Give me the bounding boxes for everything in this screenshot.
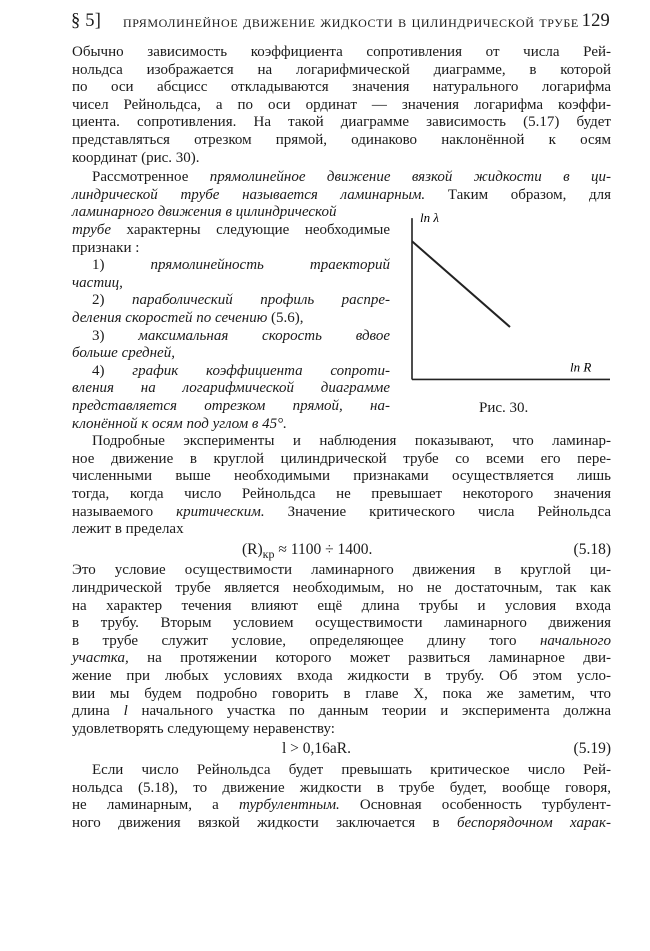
- list-item-1: частиц,: [72, 274, 123, 291]
- equation-number: (5.19): [573, 740, 611, 758]
- section-number: § 5]: [71, 11, 102, 31]
- paragraph-4-line: в трубе служит условие, определяющее длину того начального: [72, 632, 611, 649]
- paragraph-1-line: циента. сопротивления. На такой диаграмме зависимость (5.17) будет: [72, 114, 611, 131]
- paragraph-1-line: нольдса изображается на логарифмической диаграмме, в которой: [72, 61, 611, 78]
- paragraph-3-line: называемого критическим. Значение критического числа Рейнольдса: [72, 503, 611, 520]
- paragraph-2-line: признаки :: [72, 239, 140, 256]
- paragraph-1-line: чисел Рейнольдса, а по оси ординат — значения логарифма коэффи-: [72, 96, 611, 113]
- list-item-3: больше средней,: [72, 345, 175, 362]
- paragraph-2-line: Рассмотренное прямолинейное движение вязкой жидкости в ци-: [92, 169, 612, 186]
- paragraph-4-line: Это условие осуществимости ламинарного движения в круглой ци-: [72, 562, 611, 579]
- paragraph-4-line: в трубу. Вторым условием осуществимости ламинарного движения: [72, 615, 611, 632]
- paragraph-3-line: тогда, когда число Рейнольдса не превышает некоторого значения: [72, 486, 611, 502]
- paragraph-4-line: на характер течения влияют ещё длина трубы и условия входа: [72, 597, 611, 614]
- y-axis-label: ln λ: [420, 210, 439, 226]
- paragraph-2-line: ламинарного движения в цилиндрической: [72, 204, 337, 221]
- paragraph-1-line: по оси абсцисс откладываются значения натурального логарифма: [72, 79, 611, 96]
- paragraph-3-line: ное движение в круглой цилиндрической трубе со всеми его пере-: [72, 450, 611, 467]
- paragraph-5-line: не ламинарным, а турбулентным. Основная особенность турбулент-: [72, 797, 611, 814]
- paragraph-1-line: представляться отрезком прямой, одинаково наклонённой к осям: [72, 132, 611, 148]
- paragraph-5-line: ного движения вязкой жидкости заключается в беспорядочном харак-: [72, 814, 611, 831]
- paragraph-4-line: длина l начального участка по данным теории и эксперимента должна: [72, 703, 611, 720]
- paragraph-3-line: Подробные эксперименты и наблюдения показывают, что ламинар-: [92, 433, 611, 450]
- running-header: [71, 11, 610, 37]
- page-number: 129: [581, 11, 610, 31]
- list-item-1: 1) прямолинейность траекторий: [92, 257, 391, 274]
- paragraph-2-line: линдрической трубе называется ламинарным. Таким образом, для: [72, 186, 611, 203]
- paragraph-2-line: трубе характерны следующие необходимые: [72, 222, 390, 238]
- list-item-4: представляется отрезком прямой, на-: [72, 398, 390, 414]
- paragraph-1-line: Обычно зависимость коэффициента сопротивления от числа Рей-: [72, 44, 611, 60]
- paragraph-4-line: участка, на протяжении которого может развиться ламинарное дви-: [72, 650, 611, 667]
- list-item-2: 2) параболический профиль распре-: [92, 292, 390, 309]
- paragraph-4-line: линдрической трубе является необходимым, но не достаточным, так как: [72, 580, 611, 596]
- list-item-3: 3) максимальная скорость вдвое: [92, 327, 391, 344]
- paragraph-3-line: лежит в пределах: [72, 521, 184, 538]
- paragraph-4-line: вии мы будем подробно говорить в главе X, пока же заметим, что: [72, 685, 611, 702]
- running-title: прямолинейное движение жидкости в цилиндрической трубе: [123, 12, 579, 31]
- paragraph-4-line: удовлетворять следующему неравенству:: [72, 720, 335, 737]
- list-item-2: деления скоростей по сечению (5.6),: [72, 310, 304, 326]
- paragraph-1-line: координат (рис. 30).: [72, 149, 200, 166]
- paragraph-4-line: жение при любых условиях входа жидкости в трубу. Об этом усло-: [72, 668, 611, 684]
- paragraph-5-line: нольдса (5.18), то движение жидкости в трубе будет, вообще говоря,: [72, 779, 611, 796]
- paragraph-5-line: Если число Рейнольдса будет превышать критическое число Рей-: [92, 762, 611, 778]
- equation-5-19: l > 0,16aR.: [282, 740, 352, 758]
- list-item-4: вления на логарифмической диаграмме: [72, 380, 390, 397]
- paragraph-3-line: численными выше необходимыми признаками осуществляется лишь: [72, 468, 611, 485]
- list-item-4: 4) график коэффициента сопроти-: [92, 362, 390, 379]
- equation-5-18: $(R)_{кр} \approx 1100 \div 1400$.: [242, 540, 373, 561]
- list-item-4: клонённой к осям под углом в 45°.: [72, 415, 287, 432]
- equation-number: (5.18): [573, 540, 611, 558]
- x-axis-label: ln R: [570, 359, 592, 375]
- log-drag-line: [412, 242, 510, 328]
- figure-30-plot: [400, 206, 612, 398]
- figure-caption: Рис. 30.: [479, 400, 529, 416]
